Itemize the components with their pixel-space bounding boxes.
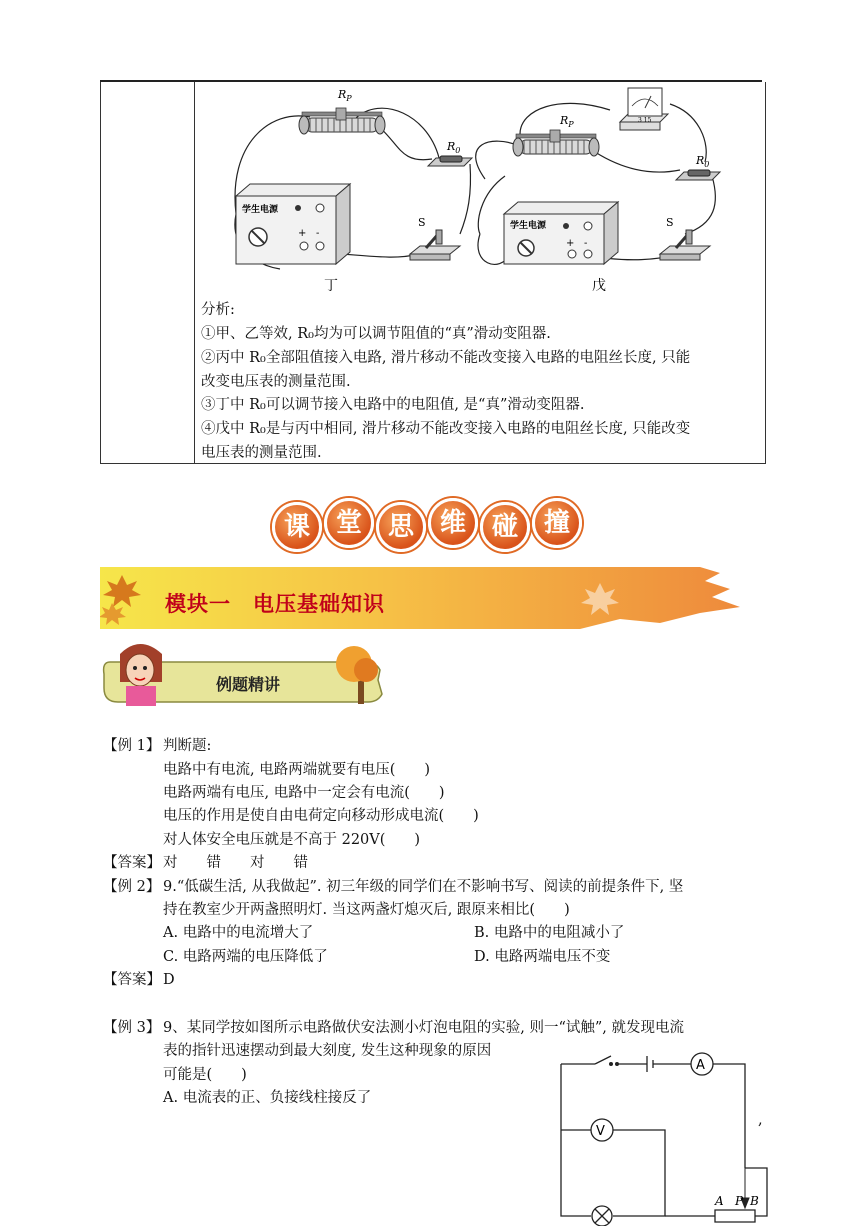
teacher-avatar-icon	[120, 644, 162, 706]
resistor-r0-icon	[676, 170, 720, 180]
svg-text:学生电源: 学生电源	[510, 221, 547, 231]
caption-ding: 丁	[324, 278, 338, 294]
analysis-p2a: ②丙中 R₀全部阻值接入电路, 滑片移动不能改变接入电路的电阻丝长度, 只能	[201, 350, 691, 366]
ex1-statement: 对人体安全电压就是不高于 220V( )	[163, 832, 421, 848]
svg-text:S: S	[418, 216, 426, 229]
ex1-statement: 电路两端有电压, 电路中一定会有电流( )	[163, 785, 445, 801]
analysis-p2b: 改变电压表的测量范围.	[201, 374, 351, 390]
ex3-circuit-diagram	[555, 1050, 770, 1226]
ex1-answer-label: 【答案】	[103, 855, 161, 871]
ex3-option-a: A. 电流表的正、负接线柱接反了	[163, 1090, 372, 1106]
ex3-question-line1: 9、某同学按如图所示电路做伏安法测小灯泡电阻的实验, 则一“试触”, 就发现电流	[163, 1020, 684, 1036]
module-title: 模块一 电压基础知识	[165, 592, 385, 616]
ex2-option-d: D. 电路两端电压不变	[474, 949, 611, 965]
ex2-question-line2: 持在教室少开两盏照明灯. 当这两盏灯熄灭后, 跟原来相比( )	[163, 902, 570, 918]
ex2-label: 【例 2】	[103, 879, 161, 895]
analysis-p1: ①甲、乙等效, R₀均为可以调节阻值的“真”滑动变阻器.	[201, 326, 551, 342]
figure-wu	[476, 88, 720, 294]
ex2-option-a: A. 电路中的电流增大了	[163, 925, 314, 941]
analysis-heading: 分析:	[201, 302, 235, 318]
analysis-p4a: ④戊中 R₀是与丙中相同, 滑片移动不能改变接入电路的电阻丝长度, 只能改变	[201, 421, 691, 437]
analysis-p4b: 电压表的测量范围.	[201, 445, 322, 461]
ex1-answer: 对 错 对 错	[163, 855, 308, 871]
power-supply-icon	[504, 202, 618, 264]
svg-text:3 15: 3 15	[638, 117, 652, 124]
ex1-statement: 电压的作用是使自由电荷定向移动形成电流( )	[163, 808, 479, 824]
example-header-label: 例题精讲	[216, 675, 281, 694]
banner-char: 维	[428, 498, 478, 548]
voltmeter-icon	[620, 88, 668, 130]
svg-text:-: -	[316, 228, 320, 239]
ex1-question: 判断题:	[163, 738, 212, 754]
svg-text:RP: $R_P$	[560, 114, 574, 129]
r0-label: $R_0$	[447, 140, 461, 155]
banner-char: 堂	[324, 498, 374, 548]
voltmeter-icon	[591, 1119, 613, 1141]
ex3-question-line3: 可能是( )	[163, 1067, 247, 1083]
ex1-label: 【例 1】	[103, 738, 161, 754]
ex2-answer-label: 【答案】	[103, 972, 161, 988]
svg-text:A: A	[715, 1194, 724, 1208]
svg-text:S: S	[666, 216, 674, 229]
ex2-answer: D	[163, 972, 175, 988]
figure-ding	[235, 88, 472, 294]
svg-text:+: +	[566, 238, 575, 249]
resistor-r0-icon	[428, 156, 472, 166]
banner-char: 碰	[480, 502, 530, 552]
ex1-statement: 电路中有电流, 电路两端就要有电压( )	[163, 762, 431, 778]
ex3-question-line2: 表的指针迅速摆动到最大刻度, 发生这种现象的原因	[163, 1043, 492, 1059]
switch-icon	[660, 230, 710, 260]
ammeter-icon	[691, 1053, 713, 1075]
rheostat-icon	[513, 130, 599, 156]
svg-text:P: P	[735, 1194, 744, 1208]
svg-text:B: B	[750, 1194, 759, 1208]
ex3-label: 【例 3】	[103, 1020, 161, 1036]
svg-text:A: A	[696, 1058, 705, 1073]
lamp-icon	[592, 1206, 612, 1226]
ex2-option-c: C. 电路两端的电压降低了	[163, 949, 328, 965]
analysis-p3: ③丁中 R₀可以调节接入电路中的电阻值, 是“真”滑动变阻器.	[201, 397, 585, 413]
svg-text:V: V	[596, 1124, 605, 1139]
table-left-column	[101, 82, 195, 463]
svg-text:学生电源: 学生电源	[242, 205, 279, 215]
switch-icon	[410, 230, 460, 260]
ex2-option-b: B. 电路中的电阻减小了	[474, 925, 625, 941]
svg-text:R0: $R_0$	[696, 154, 710, 169]
stray-comma: ,	[758, 1112, 763, 1128]
example-header	[100, 640, 390, 710]
ex2-question-line1: 9.“低碳生活, 从我做起”. 初三年级的同学们在不影响书写、阅读的前提条件下, 坚	[163, 879, 684, 895]
svg-text:-: -	[584, 238, 588, 249]
rp-label: $R_P$	[338, 88, 352, 103]
rheostat-icon	[299, 108, 385, 134]
circuit-figures	[200, 84, 760, 298]
caption-wu: 戊	[592, 278, 606, 294]
svg-text:+: +	[298, 228, 307, 239]
banner-char: 撞	[532, 498, 582, 548]
banner-char: 思	[376, 502, 426, 552]
banner-char: 课	[272, 502, 322, 552]
power-supply-icon	[236, 184, 350, 264]
